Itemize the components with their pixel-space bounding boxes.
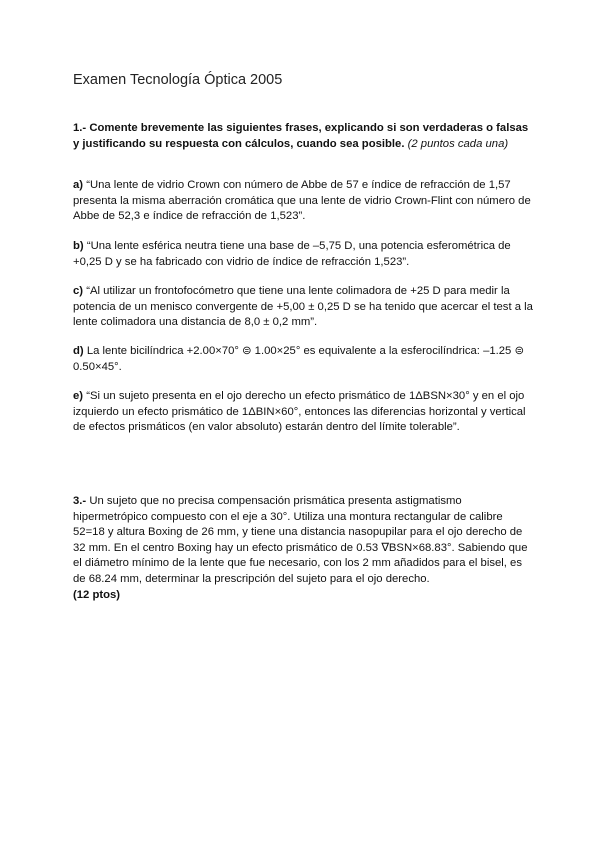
question-1-item-b <box>73 239 535 270</box>
item-label: c) <box>73 285 84 297</box>
question-3-text: Un sujeto que no precisa compensación prismática presenta astigmatismo hipermetrópico compuesto con el eje a 30°. Utiliza una montura rectangular de calibre 52=18 y altura Boxing de 26 mm, y tiene una distancia nasopupilar para el ojo derecho de 32 mm. En el centro Boxing hay un efecto prismático de 0.53 ∇BSN×68.83°. Sabiendo que el diámetro mínimo de la lente que fue necesario, con los 2 mm añadidos para el bisel, es de 68.24 mm, determinar la prescripción del sujeto para el ojo derecho. <box>73 495 528 585</box>
question-1-item-d <box>73 344 535 375</box>
question-1-item-e <box>73 389 535 436</box>
item-text: La lente bicilíndrica +2.00×70° ⊜ 1.00×25° es equivalente a la esferocilíndrica: –1.25 ⊜ 0.50×45°. <box>73 345 524 373</box>
question-3-points: (12 ptos) <box>73 588 121 601</box>
item-text: “Una lente de vidrio Crown con número de Abbe de 57 e índice de refracción de 1,57 presenta la misma aberración cromática que una lente de vidrio Crown-Flint con número de Abbe de 52,3 e índice de refracción de 1,523”. <box>73 179 531 223</box>
item-label: a) <box>73 179 84 191</box>
item-label: e) <box>73 390 84 402</box>
exam-title: Examen Tecnología Óptica 2005 <box>73 72 283 88</box>
item-text: “Al utilizar un frontofocómetro que tiene una lente colimadora de +25 D para medir la potencia de un menisco convergente de +5,00 ± 0,25 D se ha tenido que acercar el test a la lente colimadora una distancia de 8,0 ± 0,2 mm”. <box>73 285 533 329</box>
question-1-item-c <box>73 284 535 331</box>
question-1-points: (2 puntos cada una) <box>407 137 509 150</box>
question-1-heading <box>73 121 535 152</box>
item-text: “Si un sujeto presenta en el ojo derecho un efecto prismático de 1ΔBSN×30° y en el ojo izquierdo un efecto prismático de 1ΔBIN×60°, entonces las diferencias horizontal y vertical de efectos prismáticos (en valor absoluto) estarán dentro del límite tolerable”. <box>73 390 526 434</box>
item-label: b) <box>73 240 84 252</box>
item-label: d) <box>73 345 84 357</box>
question-1-item-a <box>73 178 535 225</box>
question-3 <box>73 494 535 603</box>
question-1-statement: 1.- Comente brevemente las siguientes frases, explicando si son verdaderas o falsas y justificando su respuesta con cálculos, cuando sea posible. <box>73 122 529 150</box>
question-3-number: 3.- <box>73 495 87 507</box>
item-text: “Una lente esférica neutra tiene una base de –5,75 D, una potencia esferométrica de +0,25 D y se ha fabricado con vidrio de índice de refracción 1,523”. <box>73 240 511 268</box>
